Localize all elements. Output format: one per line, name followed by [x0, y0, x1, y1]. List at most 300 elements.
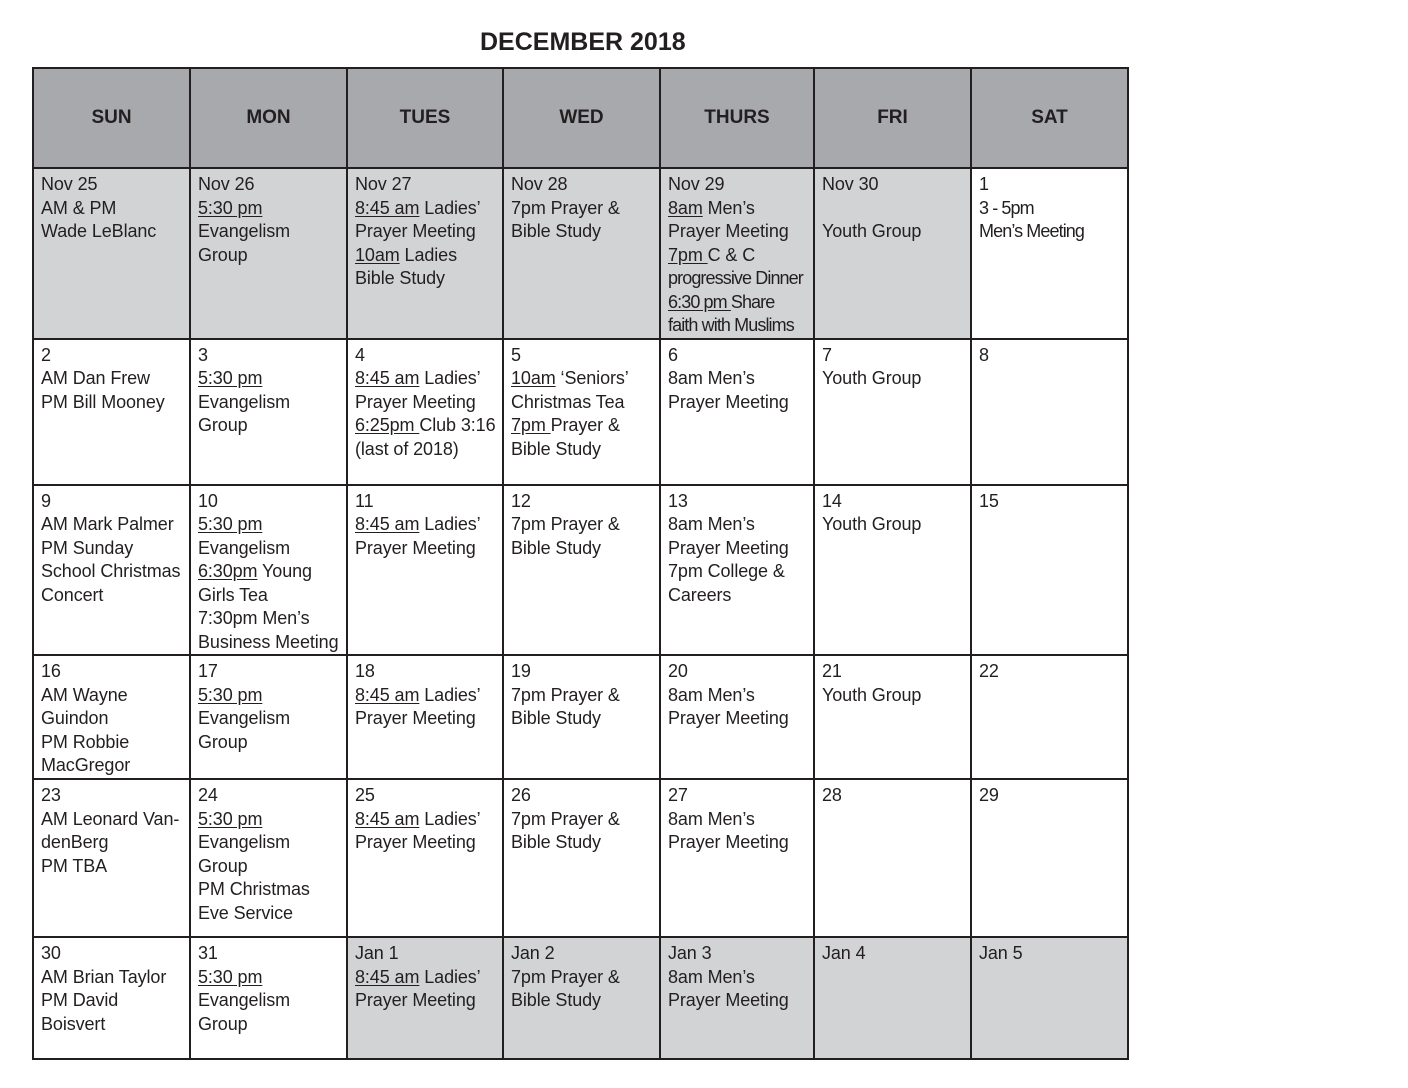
event-time: 8:45 am	[355, 966, 420, 987]
day-number	[41, 344, 183, 368]
weekday-header-mon: MON	[190, 68, 347, 168]
day-number	[668, 173, 807, 197]
day-cell	[347, 339, 503, 485]
event-line	[668, 220, 807, 244]
event-line	[355, 267, 496, 291]
event-line	[41, 391, 183, 415]
day-cell-content	[34, 780, 189, 878]
event-text: 21	[822, 661, 842, 681]
event-line	[198, 878, 340, 902]
event-text: 8am Men’s	[668, 808, 755, 829]
event-text: Jan 5	[979, 943, 1023, 963]
day-cell	[814, 485, 971, 656]
event-text: Prayer Meeting	[668, 990, 789, 1010]
day-number	[511, 784, 653, 808]
event-time: 10am	[355, 244, 400, 265]
event-line	[511, 220, 653, 244]
event-text: denBerg	[41, 832, 109, 852]
event-text: 5	[511, 344, 521, 365]
day-cell-content	[661, 780, 813, 855]
day-cell-content	[191, 486, 346, 655]
day-cell-content	[191, 340, 346, 438]
event-text: AM & PM	[41, 197, 117, 218]
event-line	[198, 966, 340, 990]
event-text: PM Robbie	[41, 731, 130, 752]
event-text: 7pm Prayer &	[511, 808, 620, 829]
event-text: Share	[730, 291, 775, 312]
day-cell-content	[348, 340, 502, 462]
event-line	[198, 197, 340, 221]
day-cell-content	[661, 486, 813, 608]
event-line	[511, 414, 653, 438]
day-cell-content	[504, 486, 659, 561]
weekday-header-wed: WED	[503, 68, 660, 168]
event-line	[511, 197, 653, 221]
event-text: 7pm Prayer &	[511, 684, 620, 705]
day-cell	[347, 655, 503, 779]
event-line	[668, 707, 807, 731]
event-text: Prayer Meeting	[355, 708, 476, 728]
event-line	[198, 537, 340, 561]
day-cell	[347, 168, 503, 339]
day-cell	[814, 339, 971, 485]
day-number	[822, 344, 964, 368]
event-text: 3 - 5pm	[979, 197, 1034, 218]
day-number	[668, 784, 807, 808]
event-line	[41, 513, 183, 537]
day-cell	[190, 168, 347, 339]
day-cell-content	[815, 780, 970, 808]
day-cell	[33, 168, 190, 339]
event-line	[668, 537, 807, 561]
event-text: Ladies’	[419, 368, 481, 388]
event-line	[41, 684, 183, 708]
event-line	[511, 831, 653, 855]
week-row	[33, 485, 1128, 656]
event-line	[41, 537, 183, 561]
event-time: 8:45 am	[355, 368, 420, 388]
day-number	[355, 784, 496, 808]
day-number	[41, 490, 183, 514]
weekday-header-row	[33, 68, 1128, 168]
event-text: Youth Group	[822, 514, 922, 534]
day-number	[668, 942, 807, 966]
event-line	[355, 966, 496, 990]
day-cell	[503, 339, 660, 485]
event-line	[198, 560, 340, 584]
day-cell-content	[348, 938, 502, 1013]
day-cell-content	[34, 486, 189, 608]
day-cell	[660, 485, 814, 656]
event-text: 7pm Prayer &	[511, 514, 620, 534]
event-text: PM Christmas	[198, 879, 310, 899]
event-text: PM David	[41, 990, 119, 1010]
day-cell	[33, 339, 190, 485]
event-line	[511, 707, 653, 731]
event-text: Evangelism	[198, 708, 291, 728]
day-number	[979, 173, 1121, 197]
weekday-header-fri: FRI	[814, 68, 971, 168]
day-number	[198, 173, 340, 197]
event-line	[511, 537, 653, 561]
event-text: Nov 27	[355, 174, 412, 194]
event-line	[355, 414, 496, 438]
event-time: 5:30 pm	[198, 808, 263, 829]
day-cell	[660, 937, 814, 1059]
event-line	[355, 391, 496, 415]
event-text: AM Leonard Van-	[41, 808, 180, 829]
weekday-header-sat: SAT	[971, 68, 1128, 168]
event-text: Bible Study	[511, 832, 601, 852]
day-cell	[814, 779, 971, 937]
event-text: 18	[355, 661, 375, 681]
event-line	[198, 607, 340, 631]
week-row	[33, 655, 1128, 779]
day-cell	[971, 339, 1128, 485]
weekday-header-thurs: THURS	[660, 68, 814, 168]
day-number	[41, 660, 183, 684]
event-line	[668, 197, 807, 221]
event-text: 8am Men’s	[668, 966, 755, 987]
day-number	[822, 942, 964, 966]
event-line	[668, 966, 807, 990]
event-text: Prayer Meeting	[355, 391, 476, 412]
event-time: 5:30 pm	[198, 966, 263, 987]
event-text: AM Brian Taylor	[41, 966, 167, 987]
event-text: Ladies’	[419, 514, 481, 534]
event-text: 20	[668, 661, 688, 681]
event-text: Youth Group	[822, 684, 922, 705]
event-text: Jan 2	[511, 943, 555, 963]
event-line	[668, 391, 807, 415]
event-text: Wade LeBlanc	[41, 221, 157, 241]
event-text: Group	[198, 855, 248, 876]
event-text: School Christmas	[41, 561, 181, 581]
event-text: 3	[198, 344, 208, 365]
event-text: Prayer Meeting	[668, 832, 789, 852]
event-line	[822, 684, 964, 708]
event-line	[355, 684, 496, 708]
event-text: Nov 26	[198, 174, 255, 194]
day-cell-content	[972, 780, 1127, 808]
event-time: 8:45 am	[355, 514, 420, 534]
day-number	[198, 784, 340, 808]
event-text: Prayer Meeting	[668, 391, 789, 412]
event-text: PM Sunday	[41, 537, 134, 558]
event-line	[355, 989, 496, 1013]
day-number	[41, 942, 183, 966]
day-cell-content	[191, 938, 346, 1036]
event-line	[41, 560, 183, 584]
day-cell-content	[972, 340, 1127, 368]
day-cell-content	[661, 169, 813, 338]
day-cell	[814, 937, 971, 1059]
day-number	[668, 660, 807, 684]
day-cell	[971, 485, 1128, 656]
event-line	[979, 197, 1121, 221]
day-cell	[33, 937, 190, 1059]
day-cell	[660, 168, 814, 339]
event-time: 5:30 pm	[198, 197, 263, 218]
event-line	[198, 855, 340, 879]
event-text: MacGregor	[41, 755, 131, 775]
event-time: 7pm	[511, 415, 551, 435]
day-number	[822, 660, 964, 684]
day-cell-content	[504, 340, 659, 462]
event-line	[41, 220, 183, 244]
event-line	[511, 684, 653, 708]
event-text: Group	[198, 1013, 248, 1034]
day-number	[511, 173, 653, 197]
day-number	[979, 490, 1121, 514]
event-text: 11	[355, 490, 374, 511]
event-line	[355, 438, 496, 462]
event-text: 15	[979, 490, 999, 511]
event-line	[822, 197, 964, 221]
event-text: 8am Men’s	[668, 514, 755, 534]
event-line	[511, 367, 653, 391]
event-line	[198, 367, 340, 391]
event-text: Men’s	[702, 197, 755, 218]
event-text: 22	[979, 661, 999, 681]
event-text: 2	[41, 344, 51, 365]
event-line	[668, 314, 807, 338]
event-line	[668, 584, 807, 608]
day-cell-content	[191, 169, 346, 267]
day-number	[355, 942, 496, 966]
event-text: Evangelism	[198, 990, 291, 1010]
event-line	[41, 584, 183, 608]
event-text: Ladies’	[419, 808, 481, 829]
event-text: AM Wayne	[41, 684, 128, 705]
event-text: Girls Tea	[198, 584, 268, 605]
event-text: Jan 4	[822, 943, 866, 963]
day-cell-content	[34, 656, 189, 778]
event-text: 7pm Prayer &	[511, 966, 620, 987]
day-number	[979, 344, 1121, 368]
event-text: Youth Group	[822, 221, 922, 241]
event-line	[41, 707, 183, 731]
day-cell	[503, 655, 660, 779]
event-line	[511, 391, 653, 415]
day-number	[355, 490, 496, 514]
day-cell	[190, 779, 347, 937]
event-text: 28	[822, 785, 842, 805]
day-cell	[33, 655, 190, 779]
day-cell	[971, 655, 1128, 779]
event-text: 13	[668, 490, 688, 511]
day-cell-content	[34, 938, 189, 1036]
day-cell	[971, 779, 1128, 937]
day-cell-content	[972, 486, 1127, 514]
event-line	[41, 1013, 183, 1037]
event-text: 23	[41, 785, 61, 805]
day-number	[668, 344, 807, 368]
event-text: Men’s Meeting	[979, 221, 1085, 241]
event-time: 7pm	[668, 244, 708, 265]
day-cell-content	[972, 656, 1127, 684]
event-text: Nov 28	[511, 174, 568, 194]
event-line	[41, 808, 183, 832]
event-time: 5:30 pm	[198, 684, 263, 705]
event-text: PM Bill Mooney	[41, 391, 165, 412]
day-cell	[190, 655, 347, 779]
event-text: Boisvert	[41, 1013, 106, 1034]
day-cell-content	[348, 169, 502, 291]
event-text: Bible Study	[511, 438, 601, 459]
event-time: 10am	[511, 368, 556, 388]
event-text: 19	[511, 661, 531, 681]
event-line	[822, 220, 964, 244]
day-cell-content	[348, 780, 502, 855]
event-text: Nov 25	[41, 174, 98, 194]
event-line	[41, 989, 183, 1013]
event-line	[822, 367, 964, 391]
event-line	[198, 414, 340, 438]
day-cell-content	[34, 169, 189, 244]
event-line	[668, 831, 807, 855]
event-time: 6:30pm	[198, 561, 258, 581]
day-cell	[660, 339, 814, 485]
event-time: 6:25pm	[355, 415, 420, 435]
event-time: 6:30 pm	[668, 291, 731, 312]
event-line	[41, 754, 183, 778]
event-text: faith with Muslims	[668, 315, 794, 335]
day-cell-content	[661, 340, 813, 415]
event-text: Bible Study	[511, 990, 601, 1010]
event-text: progressive Dinner	[668, 268, 803, 288]
week-row	[33, 168, 1128, 339]
event-time: 8:45 am	[355, 808, 420, 829]
day-number	[822, 784, 964, 808]
weekday-header-tues: TUES	[347, 68, 503, 168]
event-time: 8:45 am	[355, 684, 420, 705]
event-line	[668, 291, 807, 315]
calendar-title: DECEMBER 2018	[480, 28, 686, 56]
event-text: 8	[979, 344, 989, 365]
event-text: 24	[198, 785, 218, 805]
event-text: 7:30pm Men’s	[198, 608, 310, 628]
event-text: Concert	[41, 584, 104, 605]
week-row	[33, 937, 1128, 1059]
day-cell	[503, 937, 660, 1059]
day-cell	[814, 655, 971, 779]
day-number	[355, 344, 496, 368]
day-cell-content	[504, 938, 659, 1013]
event-text: Guindon	[41, 708, 109, 728]
event-text: C & C	[707, 244, 756, 265]
day-cell	[503, 485, 660, 656]
day-number	[198, 942, 340, 966]
day-cell	[814, 168, 971, 339]
event-text: Youth Group	[822, 368, 922, 388]
event-line	[355, 707, 496, 731]
day-cell-content	[504, 780, 659, 855]
event-line	[198, 1013, 340, 1037]
event-text: Prayer Meeting	[668, 221, 789, 241]
day-cell-content	[815, 938, 970, 966]
day-number	[511, 660, 653, 684]
day-cell-content	[815, 340, 970, 391]
event-text: 7pm Prayer &	[511, 197, 620, 218]
event-text: 1	[979, 174, 989, 194]
event-line	[979, 220, 1121, 244]
day-cell-content	[348, 486, 502, 561]
event-text: PM TBA	[41, 855, 108, 876]
event-text: Group	[198, 731, 248, 752]
event-text: 30	[41, 943, 61, 963]
event-line	[198, 902, 340, 926]
event-text: Prayer Meeting	[355, 221, 476, 241]
day-cell-content	[191, 780, 346, 925]
day-cell-content	[504, 169, 659, 244]
event-line	[355, 197, 496, 221]
event-line	[198, 584, 340, 608]
event-time: 8am	[668, 197, 703, 218]
event-line	[41, 197, 183, 221]
day-number	[979, 784, 1121, 808]
event-text: AM Dan Frew	[41, 368, 150, 388]
event-line	[668, 989, 807, 1013]
event-text: Prayer Meeting	[355, 832, 476, 852]
event-text: 8am Men’s	[668, 684, 755, 705]
event-text: Jan 3	[668, 943, 712, 963]
event-text: 31	[198, 943, 218, 963]
event-text: 9	[41, 490, 51, 511]
event-line	[668, 267, 807, 291]
event-line	[355, 367, 496, 391]
day-number	[41, 784, 183, 808]
day-number	[511, 344, 653, 368]
event-line	[511, 989, 653, 1013]
event-text: 17	[198, 661, 218, 681]
event-line	[198, 707, 340, 731]
event-line	[198, 831, 340, 855]
event-text: Evangelism	[198, 537, 291, 558]
day-cell-content	[191, 656, 346, 754]
event-line	[41, 367, 183, 391]
event-text: 8am Men’s	[668, 368, 755, 388]
event-text: Christmas Tea	[511, 391, 625, 412]
event-line	[198, 808, 340, 832]
day-cell	[503, 779, 660, 937]
event-text: Prayer Meeting	[668, 537, 789, 558]
event-line	[198, 391, 340, 415]
calendar-grid	[32, 67, 1129, 1060]
event-line	[198, 244, 340, 268]
day-cell	[503, 168, 660, 339]
event-text: Ladies	[399, 244, 457, 265]
event-text: Young	[257, 561, 312, 581]
day-number	[41, 173, 183, 197]
event-text: Evangelism	[198, 221, 291, 241]
day-cell	[190, 339, 347, 485]
event-text: 4	[355, 344, 365, 365]
day-cell-content	[661, 938, 813, 1013]
event-line	[355, 244, 496, 268]
event-text: Business Meeting	[198, 631, 339, 652]
day-number	[198, 490, 340, 514]
day-number	[979, 942, 1121, 966]
event-text: Jan 1	[355, 943, 399, 963]
event-text: Bible Study	[511, 708, 601, 728]
event-line	[668, 244, 807, 268]
day-cell	[33, 779, 190, 937]
event-time: 5:30 pm	[198, 514, 263, 534]
event-text: Prayer &	[550, 415, 620, 435]
event-line	[198, 989, 340, 1013]
event-text: Eve Service	[198, 902, 293, 923]
